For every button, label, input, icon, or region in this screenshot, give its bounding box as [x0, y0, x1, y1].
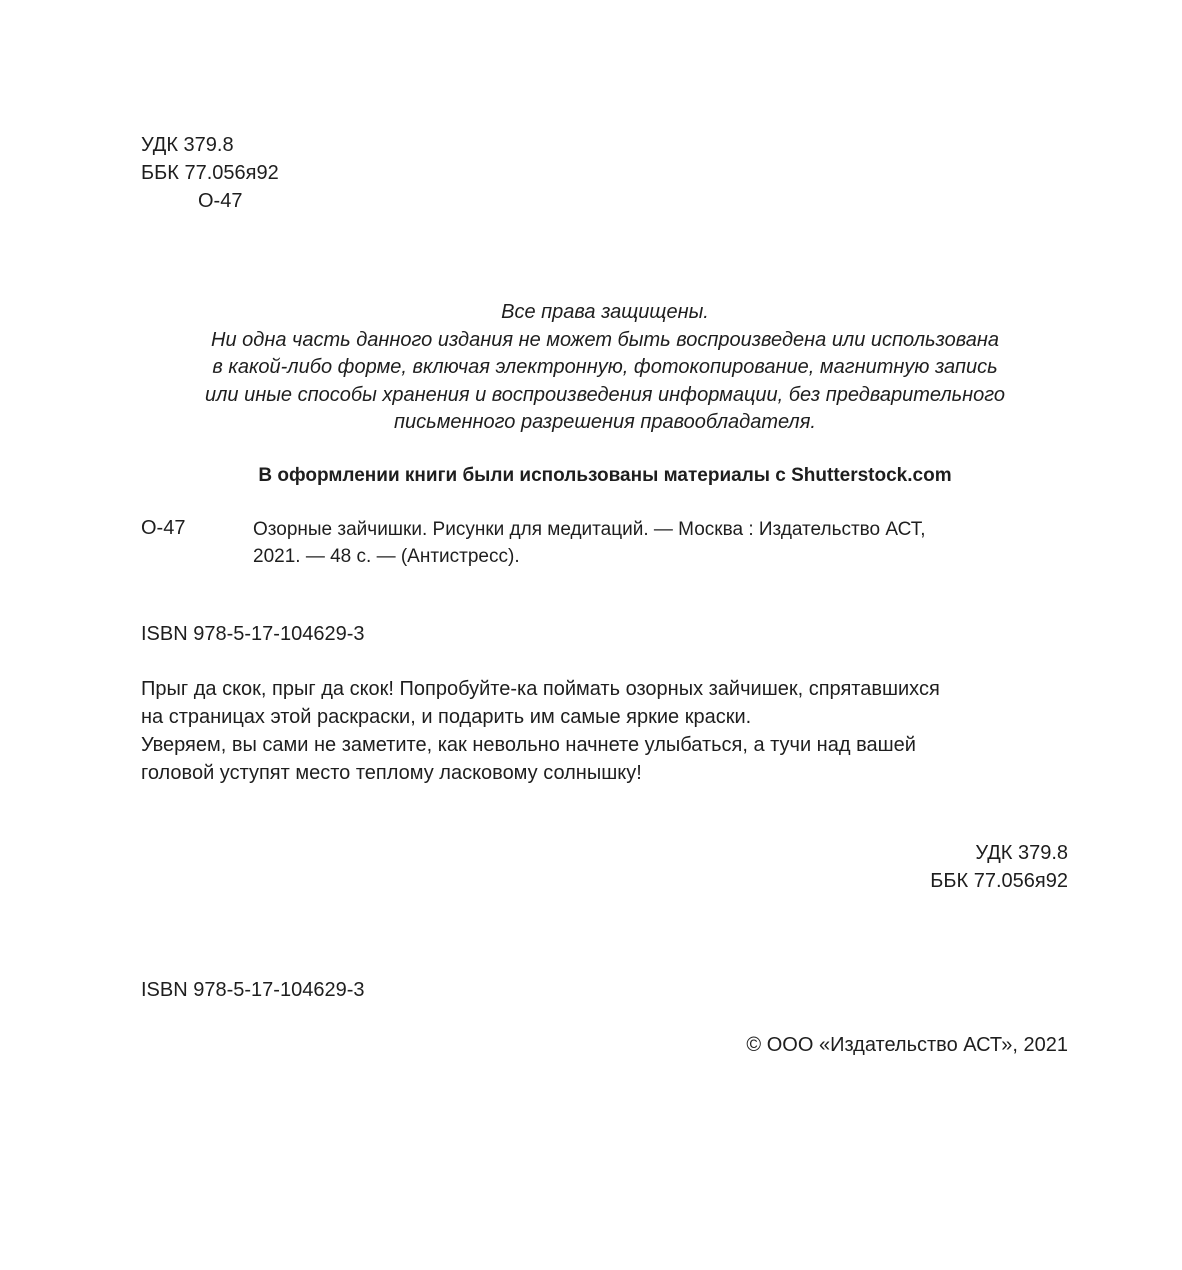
bbk-code-bottom: ББК 77.056я92	[930, 870, 1068, 892]
bottom-index-block	[930, 839, 1068, 895]
catalog-entry-line: 2021. — 48 с. — (Антистресс).	[253, 546, 520, 567]
rights-line: Все права защищены.	[501, 301, 709, 323]
rights-line: в какой-либо форме, включая электронную, фотокопирование, магнитную запись	[212, 356, 998, 378]
catalog-entry-code: О-47	[141, 517, 186, 539]
rights-line: Ни одна часть данного издания не может быть воспроизведена или использована	[211, 328, 999, 351]
annotation-line: Уверяем, вы сами не заметите, как невольно начнете улыбаться, а тучи над вашей	[141, 734, 916, 756]
author-mark: О-47	[198, 190, 243, 212]
isbn-bottom: ISBN 978-5-17-104629-3	[141, 979, 365, 1001]
bbk-code: ББК 77.056я92	[141, 162, 279, 184]
isbn-top: ISBN 978-5-17-104629-3	[141, 623, 365, 645]
annotation	[141, 675, 940, 787]
top-index-block	[141, 131, 279, 215]
annotation-line: Прыг да скок, прыг да скок! Попробуйте-ка поймать озорных зайчишек, спрятавшихся	[141, 678, 940, 700]
catalog-entry-text	[253, 516, 926, 570]
catalog-entry-line: Озорные зайчишки. Рисунки для медитаций. — Москва : Издательство АСТ,	[253, 519, 926, 540]
annotation-line: головой уступят место теплому ласковому солнышку!	[141, 762, 642, 784]
copyright-text: © ООО «Издательство АСТ», 2021	[746, 1034, 1068, 1056]
udk-code: УДК 379.8	[141, 134, 234, 156]
rights-line: письменного разрешения правообладателя.	[394, 411, 816, 433]
rights-line: или иные способы хранения и воспроизведения информации, без предварительного	[204, 383, 1006, 406]
rights-notice	[0, 299, 1182, 437]
copyright	[746, 1031, 1068, 1059]
annotation-line: на страницах этой раскраски, и подарить им самые яркие краски.	[141, 706, 752, 728]
shutterstock-note: В оформлении книги были использованы материалы с Shutterstock.com	[258, 465, 952, 486]
udk-code-bottom: УДК 379.8	[975, 842, 1068, 864]
